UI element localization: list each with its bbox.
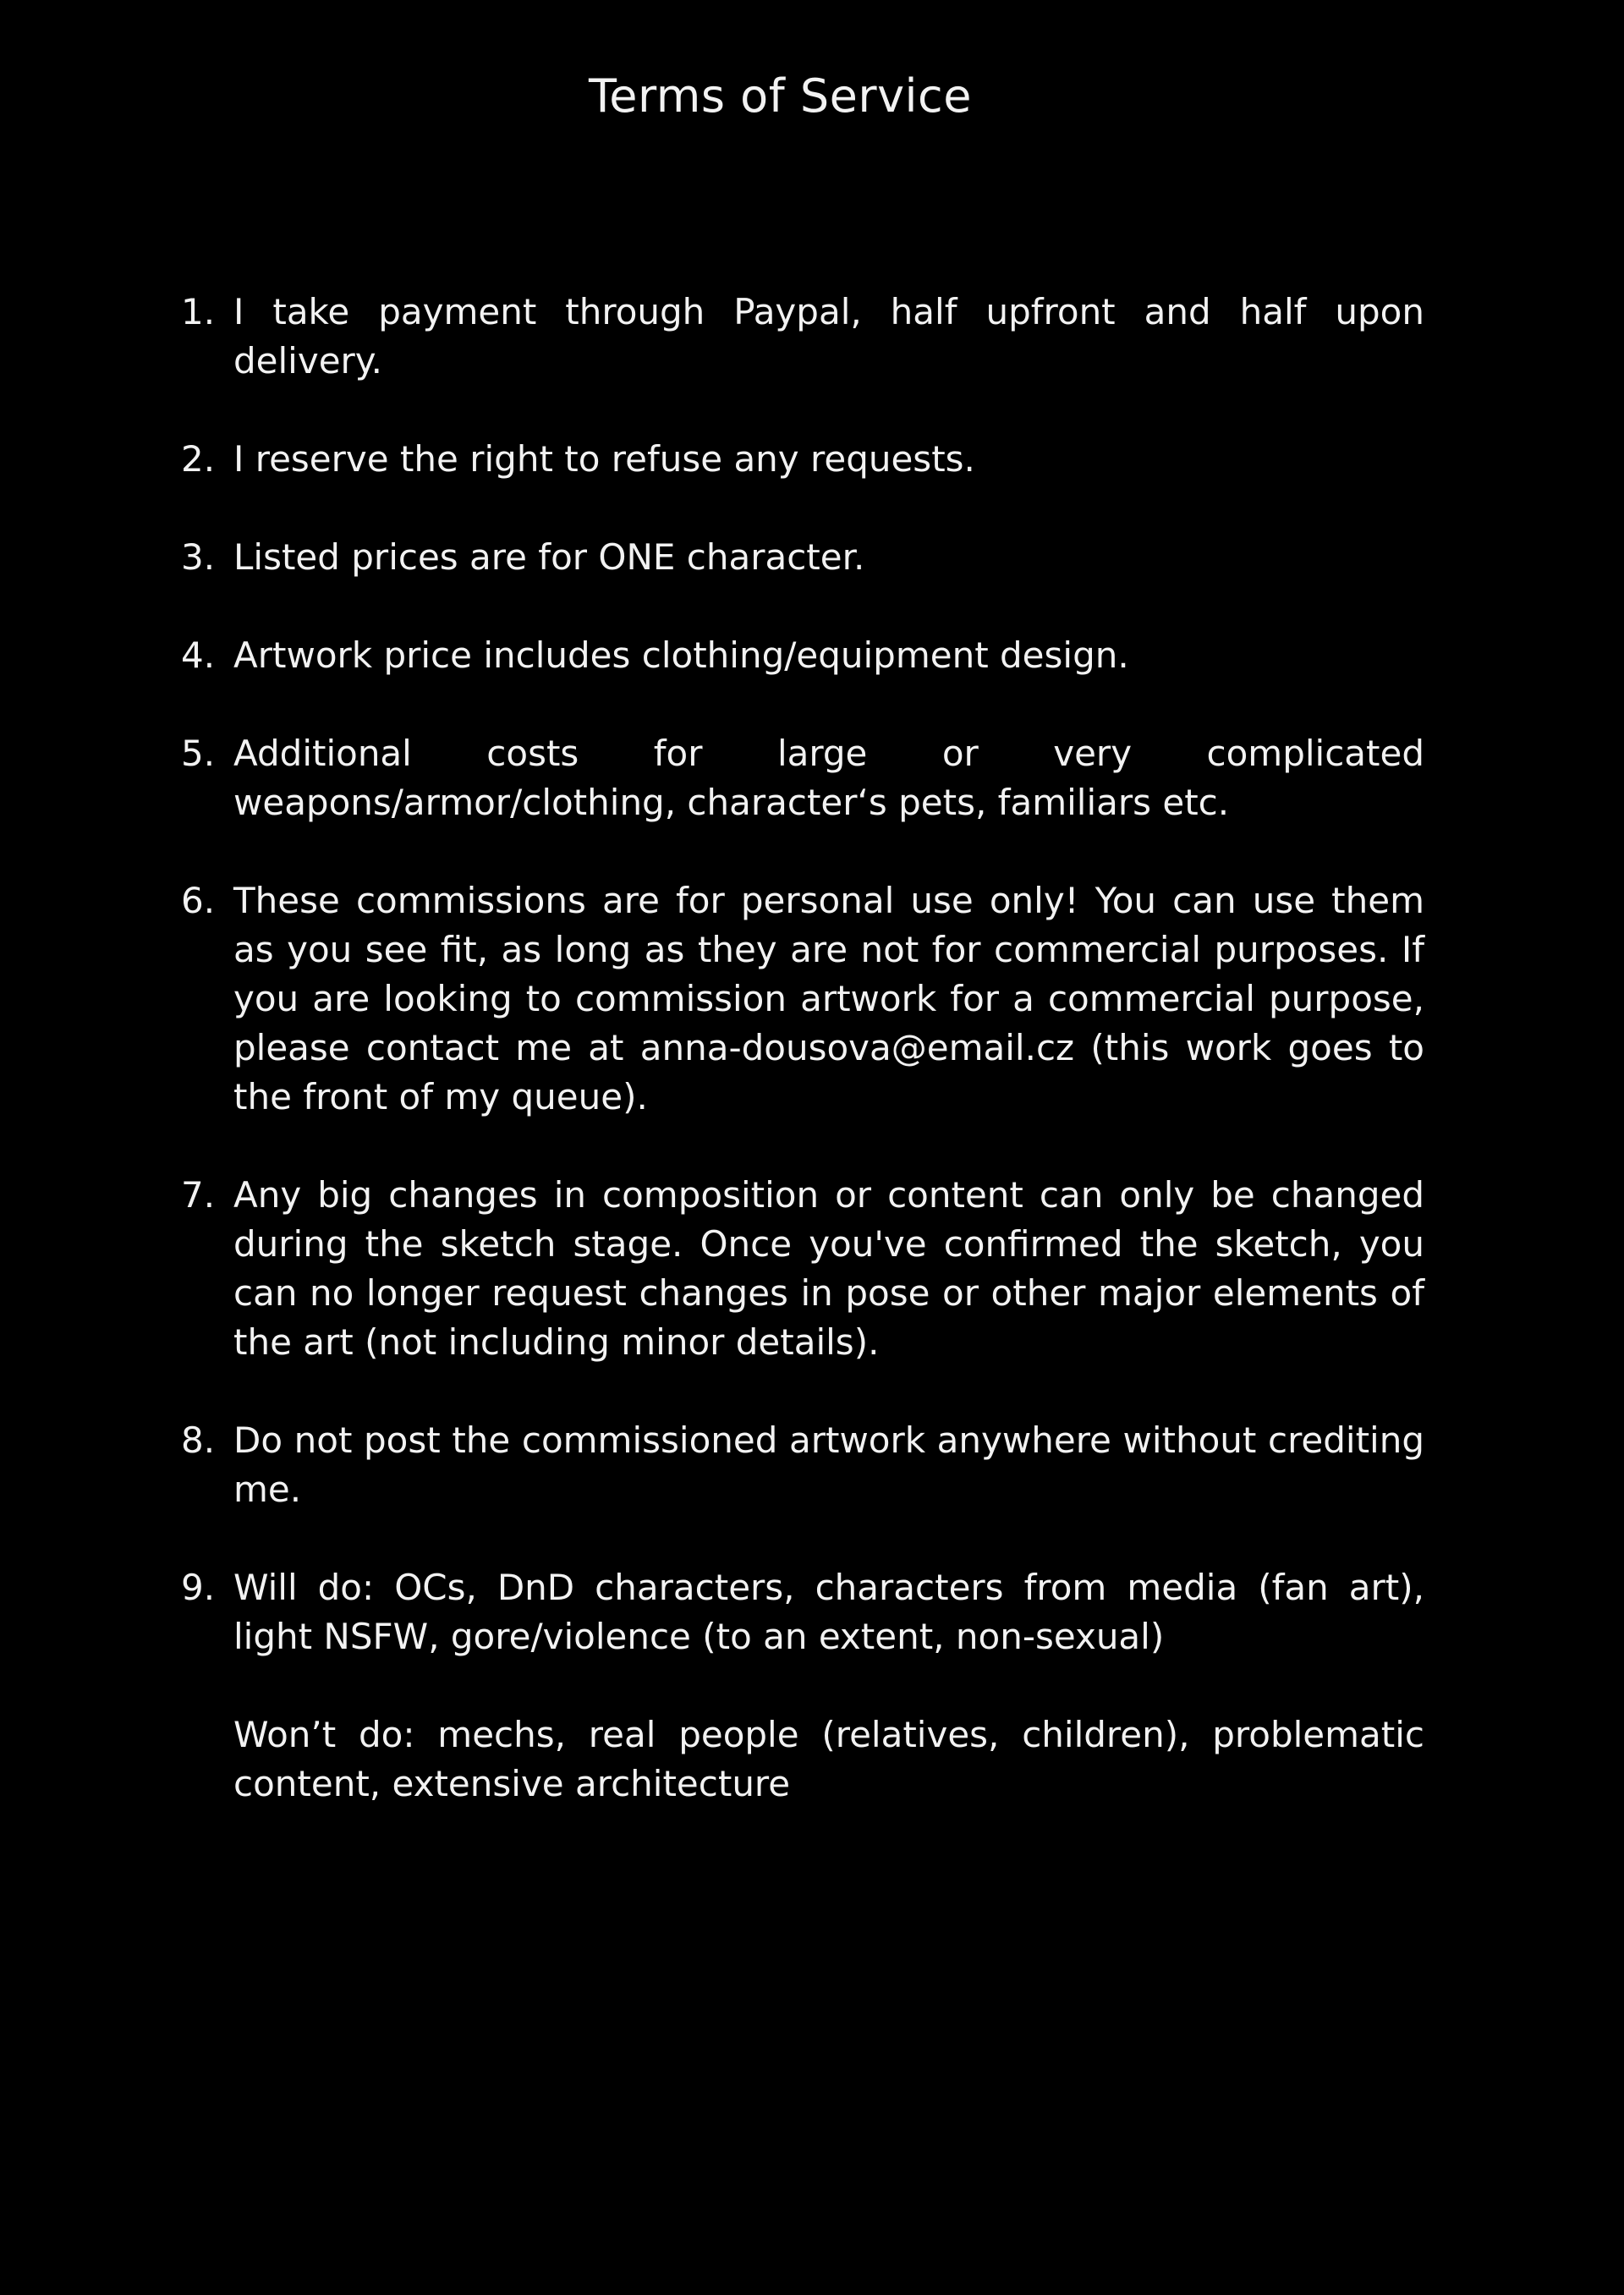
term-text: These commissions are for personal use only! You can use them as you see fit, as long as they are not for commercial purposes. If you are looking to commission artwork for a commercial purpose, please contact me at anna-dousova@email.cz (this work goes to the front of my queue). — [233, 880, 1424, 1117]
term-number: 3. — [181, 536, 216, 578]
term-text: I reserve the right to refuse any requests. — [233, 438, 975, 480]
terms-list — [181, 288, 1424, 1858]
term-item-3 — [181, 533, 1424, 582]
term-item-9 — [181, 1563, 1424, 1809]
term-number: 2. — [181, 438, 216, 480]
term-number: 5. — [181, 733, 216, 774]
term-text: Will do: OCs, DnD characters, characters from media (fan art), light NSFW, gore/violence (to an extent, non-sexual) — [233, 1567, 1424, 1657]
term-item-4 — [181, 631, 1424, 680]
term-number: 6. — [181, 880, 216, 921]
term-number: 4. — [181, 634, 216, 676]
term-item-2 — [181, 435, 1424, 484]
page-title: Terms of Service — [589, 69, 972, 123]
term-text: Listed prices are for ONE character. — [233, 536, 865, 578]
term-item-5 — [181, 729, 1424, 827]
term-item-6 — [181, 876, 1424, 1122]
term-item-8 — [181, 1416, 1424, 1514]
term-number: 8. — [181, 1419, 216, 1461]
term-text: Do not post the commissioned artwork anywhere without crediting me. — [233, 1419, 1424, 1510]
term-text: I take payment through Paypal, half upfront and half upon delivery. — [233, 291, 1424, 382]
term-text: Additional costs for large or very complicated weapons/armor/clothing, character‘s pets, familiars etc. — [233, 733, 1424, 823]
term-item-1 — [181, 288, 1424, 386]
term-number: 7. — [181, 1174, 216, 1216]
term-item-7 — [181, 1171, 1424, 1367]
term-text: Any big changes in composition or content can only be changed during the sketch stage. Once you've confirmed the sketch, you can no longer request changes in pose or other major elements of the art (not including minor details). — [233, 1174, 1424, 1363]
term-text: Artwork price includes clothing/equipment design. — [233, 634, 1129, 676]
term-extra-text: Won’t do: mechs, real people (relatives, children), problematic content, extensive architecture — [233, 1714, 1424, 1804]
term-number: 1. — [181, 291, 216, 332]
term-number: 9. — [181, 1567, 216, 1608]
